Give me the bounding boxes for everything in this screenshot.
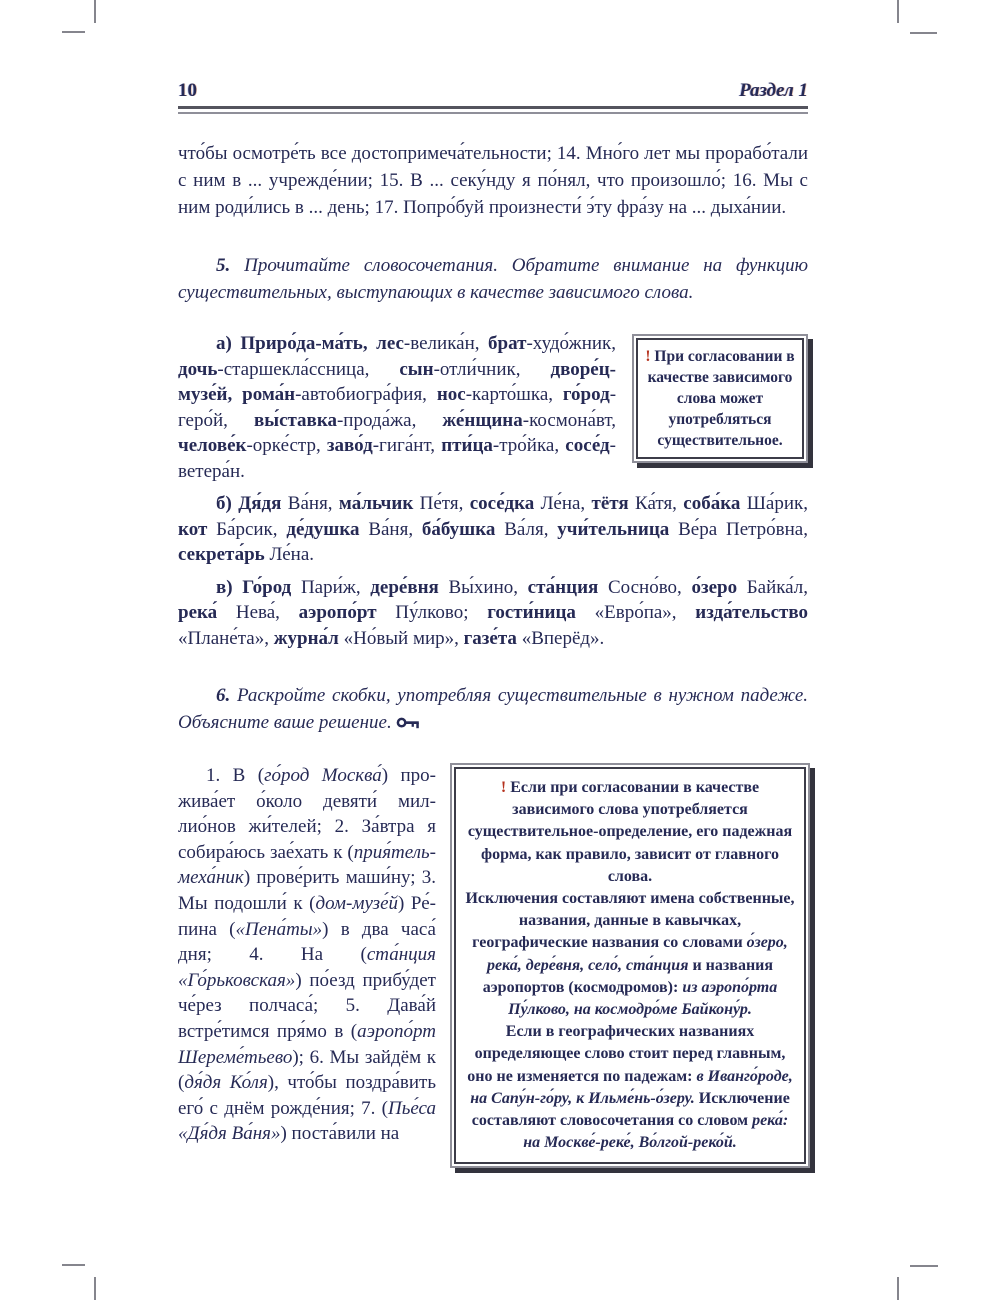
header-rule: [178, 106, 808, 114]
note-box-agreement: [632, 334, 808, 463]
exercise-5-item-v: в) Го́род Пари́ж, дере́вня Вы́хино, ста́нция Сосно́во, о́зеро Байка́л, река́ Нева́, аэропо́рт Пу́лково; гости́ница «Евро́па», изда́тельство «Плане́та», журна́л «Но́вый мир», газе́та «Вперёд».: [178, 576, 809, 649]
crop-mark-bottom-left-horizontal: [62, 1264, 85, 1266]
running-header: [178, 80, 808, 102]
note-box-declension-rules: [450, 763, 810, 1168]
exercise-5-item-b: б) Дя́дя Ва́ня, ма́льчик Пе́тя, сосе́дка Ле́на, тётя Ка́тя, соба́ка Ша́рик, кот Ба́рсик, де́душка Ва́ня, ба́бушка Ва́ля, учи́тельница Ве́ра Петро́вна, секрета́рь Ле́на.: [178, 493, 808, 565]
crop-mark-top-right-vertical: [897, 0, 899, 23]
key-icon: [396, 715, 421, 730]
exercise-5-heading: 5. Прочитайте словосочетания. Обратите внимание на функцию существительных, выступающих в качестве зависимого слова.: [178, 255, 809, 303]
exercise-6-items: 1. В (го́род Москва́) прожива́ет о́коло девяти́ миллио́нов жи́телей; 2. За́втра я собира́юсь зае́хать к (прия́тель-меха́ник) прове́рить маши́ну; 3. Мы подошли́ к (дом-музе́й) Ре́пина («Пена́ты») в два часа́ дня; 4. На (ста́нция «Го́рьковская») по́езд прибу́дет че́рез полчаса́; 5. Дава́й встре́тимся пря́мо в (аэропо́рт Шереме́тьево); 6. Мы зайдём к (дя́дя Ко́ля), что́бы поздра́вить его́ с днём рожде́ния; 7. (Пье́са «Дя́дя Ва́ня») поста́вили на: [178, 765, 436, 1145]
crop-mark-bottom-left-vertical: [94, 1277, 96, 1300]
note-rule-paragraph-3: Если в географических названиях определяющее слово стоит перед главным, оно не изменяется по падежам: в Иванго́роде, на Сапу́н-го́ру, к Ильме́нь-о́зеру. Исключение составляют словосочетания со словом река́: на Москве́-реке́, Во́лгой-реко́й.: [467, 1023, 793, 1152]
exercise-6-body: [178, 763, 808, 1168]
page-content: [178, 80, 808, 1168]
section-title: Раздел 1: [739, 80, 808, 101]
note-box-agreement-text: ! При согласовании в качестве зависимого слова может употребляться существительное.: [645, 348, 795, 449]
crop-mark-bottom-right-vertical: [897, 1277, 899, 1300]
note-rule-paragraph-1: ! Если при согласовании в качестве зависимого слова употребляется существительное-определение, его падежная форма, как правило, зависит от главного слова.: [467, 779, 793, 885]
page-number: 10: [178, 80, 197, 101]
intro-paragraph: что́бы осмотре́ть все достопримеча́тельности; 14. Мно́го лет мы прорабо́тали с ним в ... учрежде́нии; 15. В ... секу́нду я по́нял, что произошло́; 16. Мы с ним роди́лись в ... день; 17. Попро́буй произнести́ э́ту фра́зу на ... дыха́нии.: [178, 143, 808, 218]
exercise-5-item-a: а) Приро́да-ма́ть, лес-велика́н, брат-худо́жник, дочь-старшекла́ссница, сын-отли́чник, дворе́ц-музе́й, рома́н-автобиогра́фия, нос-карто́шка, го́род-геро́й, вы́ставка-прода́жа, же́нщина-космона́вт, челове́к-орке́стр, заво́д-гига́нт, пти́ца-тро́йка, сосе́д-ветера́н.: [178, 333, 617, 482]
crop-mark-top-right-horizontal: [910, 32, 937, 34]
exercise-5-item-a-block: [178, 331, 808, 484]
crop-mark-top-left-horizontal: [62, 31, 85, 33]
crop-mark-bottom-right-horizontal: [910, 1265, 938, 1267]
note-rule-paragraph-2: Исключения составляют имена собственные, названия, данные в кавычках, географические названия со словами о́зеро, река́, дере́вня, село́, ста́нция и названия аэропортов (космодромов): из аэропо́рта Пу́лково, на космодро́ме Байкону́р.: [465, 890, 795, 1019]
exercise-6-heading: 6. Раскройте скобки, употребляя существительные в нужном падеже. Объясните ваше решение.: [178, 685, 808, 733]
crop-mark-top-left-vertical: [94, 0, 96, 23]
